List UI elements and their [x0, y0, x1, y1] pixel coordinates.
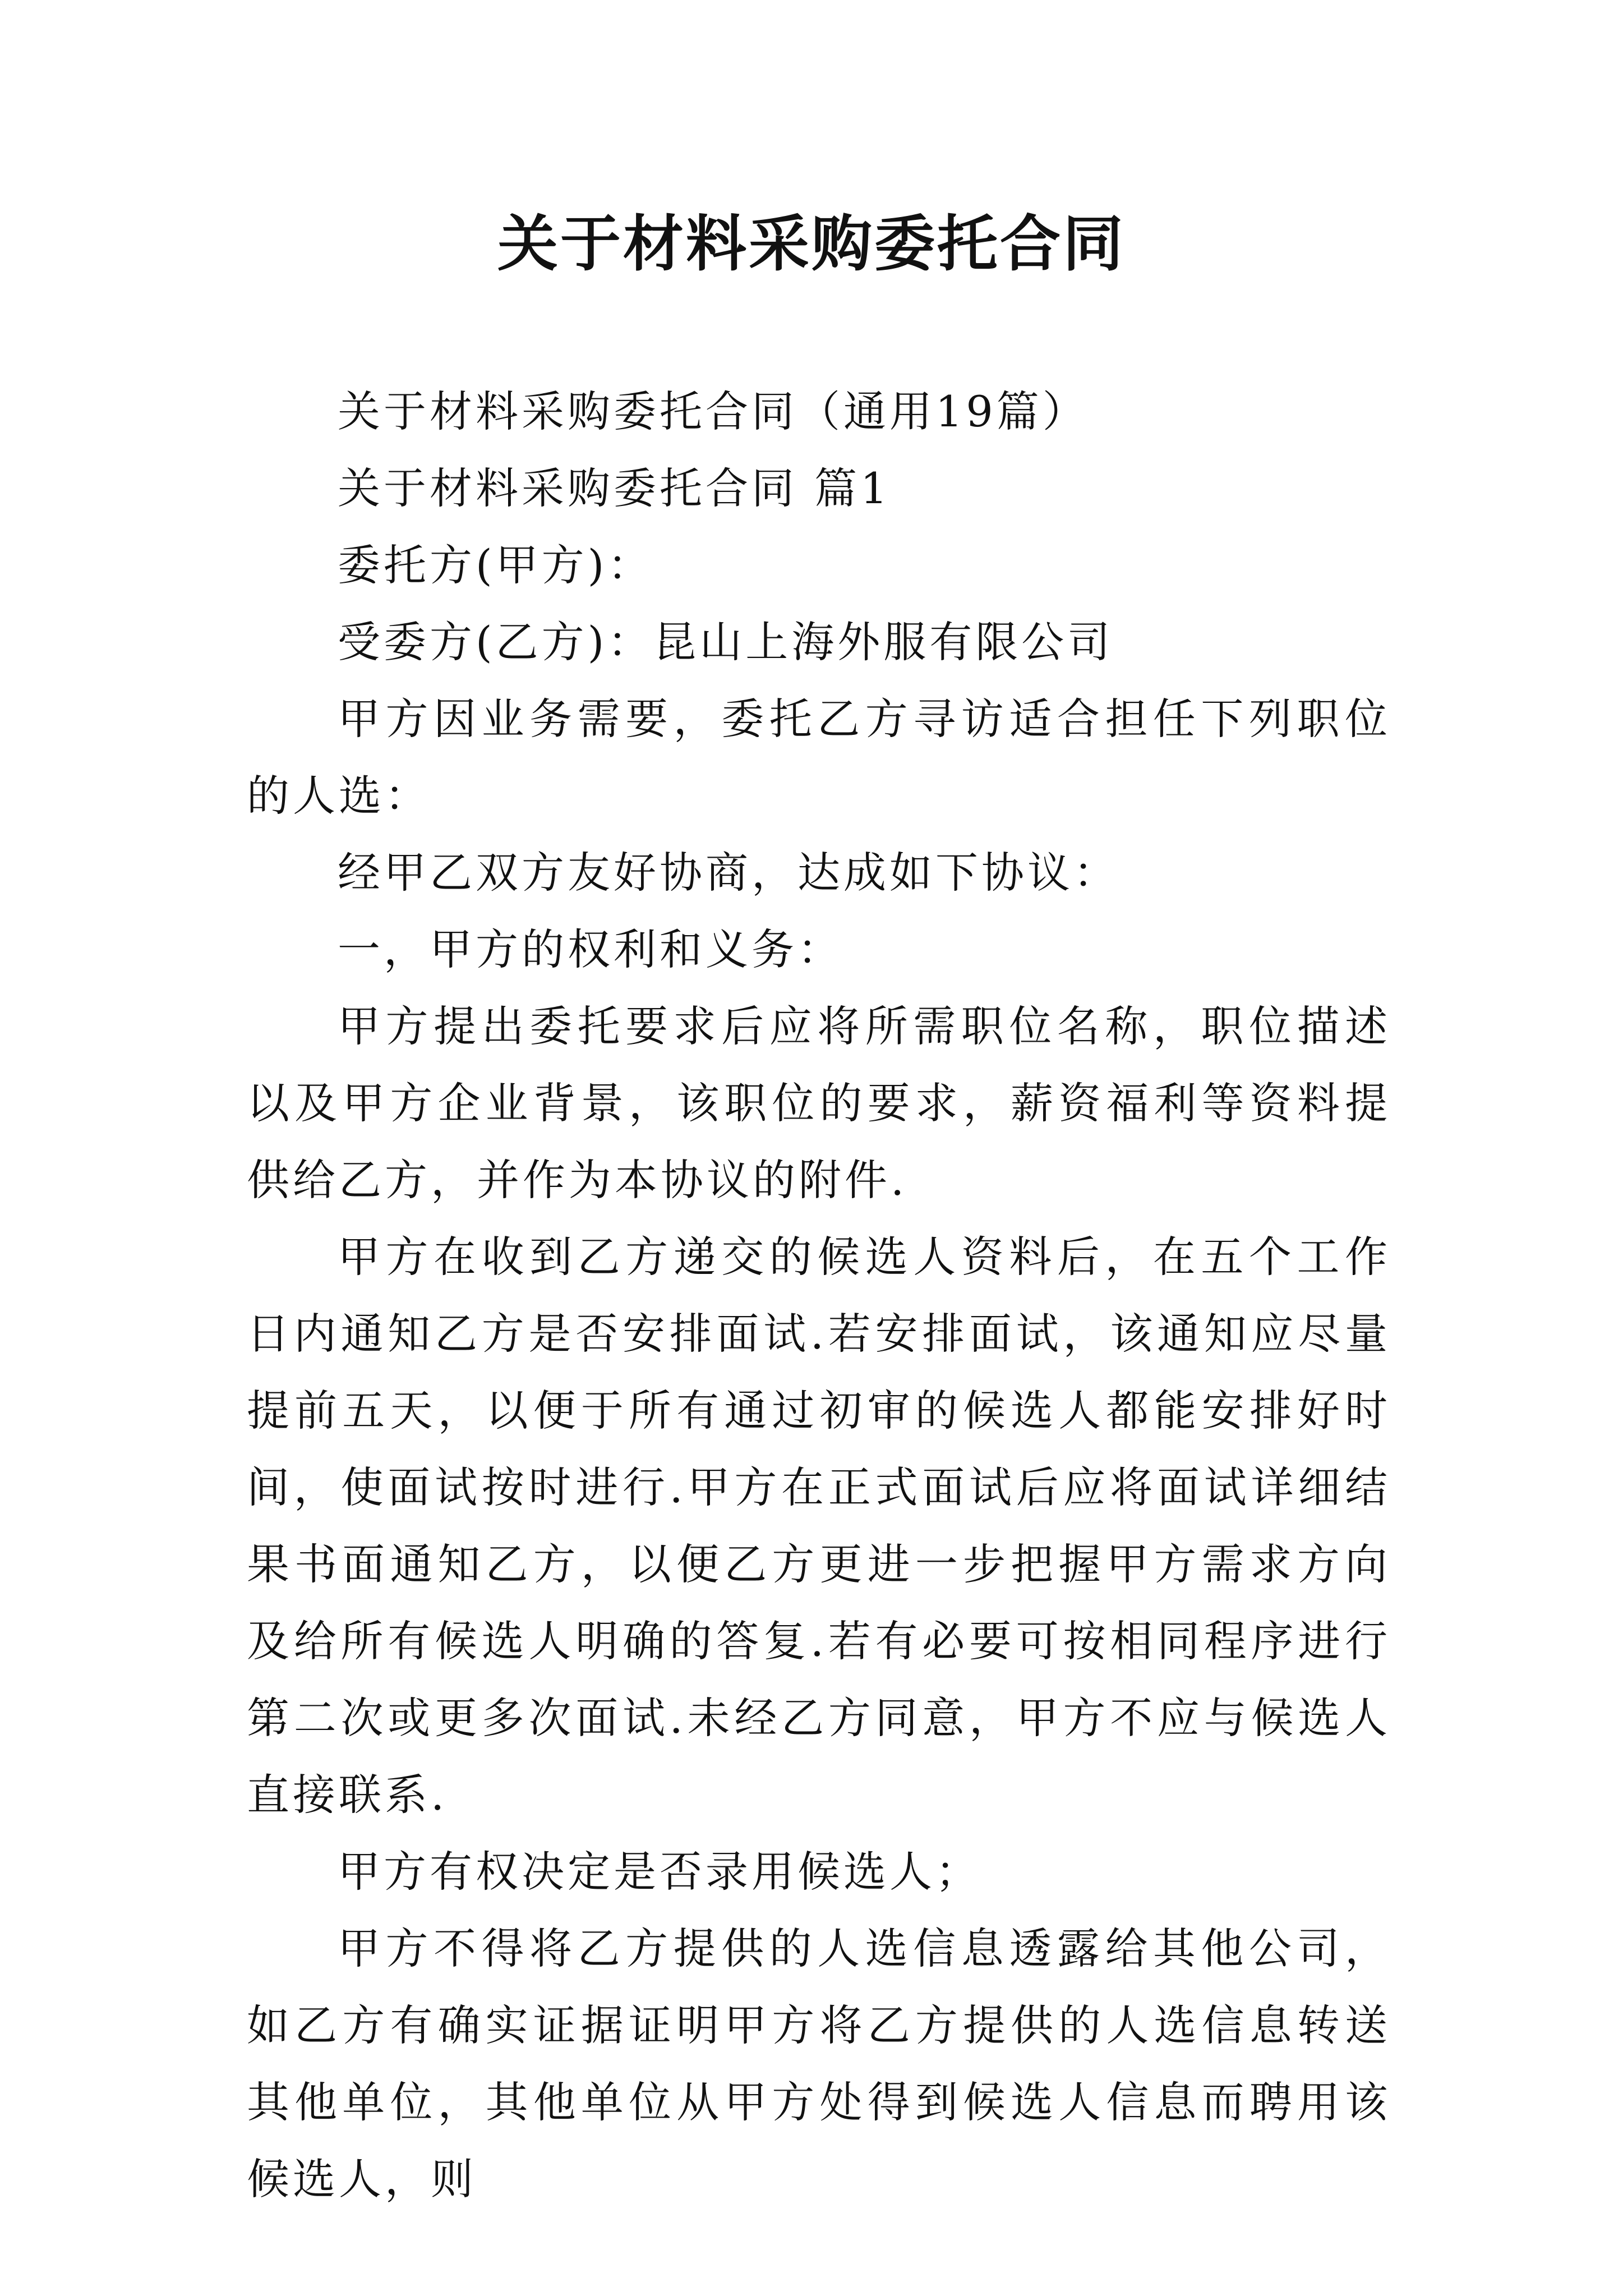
paragraph-clause-3: 甲方有权决定是否录用候选人；	[338, 1847, 981, 1897]
paragraph-section-heading: 关于材料采购委托合同 篇1	[338, 463, 891, 513]
document-title: 关于材料采购委托合同	[497, 209, 1126, 279]
paragraph-party-a: 委托方(甲方)：	[338, 540, 654, 590]
paragraph-agreement: 经甲乙双方友好协商，达成如下协议：	[338, 848, 1119, 898]
paragraph-clause-4: 甲方不得将乙方提供的人选信息透露给其他公司，如乙方有确实证据证明甲方将乙方提供的人选信息转送其他单位，其他单位从甲方处得到候选人信息而聘用该候选人，则	[247, 1924, 1391, 2204]
paragraph-subtitle: 关于材料采购委托合同（通用19篇）	[338, 386, 1089, 436]
paragraph-clause-heading: 一，甲方的权利和义务：	[338, 924, 843, 974]
paragraph-clause-2: 甲方在收到乙方递交的候选人资料后，在五个工作日内通知乙方是否安排面试.若安排面试，该通知应尽量提前五天，以便于所有通过初审的候选人都能安排好时间，使面试按时进行.甲方在正式面试后应将面试详细结果书面通知乙方，以便乙方更进一步把握甲方需求方向及给所有候选人明确的答复.若有必要可按相同程序进行第二次或更多次面试.未经乙方同意，甲方不应与候选人直接联系.	[247, 1232, 1391, 1820]
paragraph-party-b: 受委方(乙方)：昆山上海外服有限公司	[338, 617, 1114, 667]
paragraph-clause-1: 甲方提出委托要求后应将所需职位名称，职位描述以及甲方企业背景，该职位的要求，薪资福利等资料提供给乙方，并作为本协议的附件.	[247, 1001, 1391, 1205]
document-body	[247, 373, 1391, 2217]
paragraph-purpose: 甲方因业务需要，委托乙方寻访适合担任下列职位的人选：	[247, 694, 1391, 821]
